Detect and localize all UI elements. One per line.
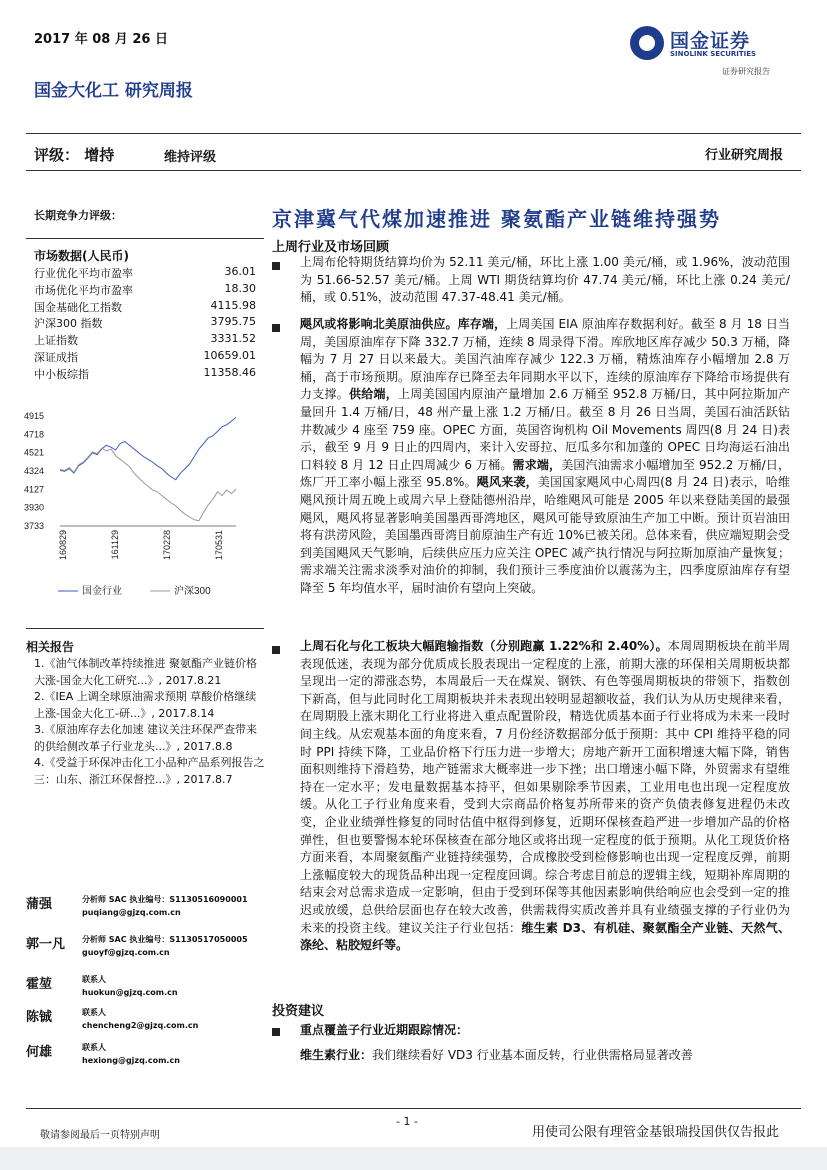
page-number: - 1 - bbox=[396, 1115, 418, 1128]
market-row: 国金基础化工指数 4115.98 bbox=[34, 298, 256, 314]
divider bbox=[26, 628, 264, 629]
headline: 京津冀气代煤加速推进 聚氨酯产业链维持强势 bbox=[272, 207, 721, 231]
x-tick-label: 170531 bbox=[214, 530, 224, 561]
y-tick-label: 4521 bbox=[24, 447, 45, 458]
market-data-title: 市场数据(人民币) bbox=[34, 249, 129, 263]
market-row: 上证指数 3331.52 bbox=[34, 332, 256, 348]
distribution-note: 用使司公限有理管金基银瑞投国供仅告报此 bbox=[531, 1125, 779, 1140]
divider bbox=[26, 133, 801, 134]
disclaimer-note: 敬请参阅最后一页特别声明 bbox=[40, 1130, 160, 1141]
related-report-item[interactable]: 1.《油气体制改革持续推进 聚氨酯产业链价格大涨-国金大化工研究...》, 2017.8.21 bbox=[34, 657, 257, 687]
rating-sub: 维持评级 bbox=[164, 150, 217, 165]
x-tick-label: 170228 bbox=[162, 530, 172, 561]
analyst-entry: 陈铖 联系人 chencheng2@gjzq.com.cn bbox=[26, 1008, 199, 1030]
long-term-rating-label: 长期竞争力评级： bbox=[34, 209, 122, 222]
x-tick-label: 161129 bbox=[110, 530, 120, 560]
y-tick-label: 4718 bbox=[24, 429, 45, 440]
report-date: 2017 年 08 月 26 日 bbox=[34, 32, 168, 47]
report-series-title: 国金大化工 研究周报 bbox=[34, 81, 193, 101]
paragraph-sector: 上周石化与化工板块大幅跑输指数（分别跑赢 1.22%和 2.40%）。本周周期板块在前半周表现低迷，表现为部分优质成长股表现出一定程度的上涨，前期大涨的环保相关周期板块都呈现出一定的滞涨态势，本周最后一天在煤炭、钢铁、有色等强周期板块的带领下，指数创下新高，但与此同时化工周期板块并未表现出较明显超额收益，我们认为从历史规律来看，在周期股上涨末期化工行业将进入重点配置阶段，精选优质基本面子行业将成为未来一段时间主线。从宏观基本面的角度来看，7 月份经济数据部分低于预期：其中 CPI 维持平稳的同时 PPI 持续下降，工业品价格下行压力进一步增大；房地产新开工面积增速大幅下降，销售面积则维持下滑趋势，地产链需求大概率进一步下挫；出口增速小幅下降，外贸需求有望维持在一定水平；发电量数据基本持平，但如果剔除季节因素，工业用电也出现一定程度放缓。从化工子行业角度来看，受到大宗商品价格复苏所带来的资产负债表修复进程仍未改变，企业业绩弹性修复的同时估值中枢得到修复，近期环保核查趋严进一步增加产品的价格弹性，但也要警惕本轮环保核查在部分地区或将出现一定程度的低于预期。从化工现货价格方面来看，本周聚氨酯产业链持续强势，合成橡胶受到检修影响也出现一定程度反弹，前期上涨幅度较大的现货品种出现一定程度回调。综合考虑目前总的逻辑主线，短期补库周期的结束会对总需求造成一定影响，但由于受到环保等其他因素影响供给响应也会受到一定的推迟或放缓，总供给层面也存在较大改善，供需栽得实质改善并具有业绩强支撑的子行业仍为未来的投资主线。建议关注子行业包括：维生素 D3、有机硅、聚氨酯全产业链、天然气、涤纶、粘胶短纤等。 bbox=[300, 639, 790, 953]
logo-sub: 证券研究报告 bbox=[722, 67, 770, 76]
market-row: 深证成指 10659.01 bbox=[34, 348, 256, 364]
market-row: 行业优化平均市盈率 36.01 bbox=[34, 265, 256, 280]
analyst-entry: 蒲强 分析师 SAC 执业编号：S1130516090001 puqiang@gjzq.com.cn bbox=[26, 895, 248, 917]
related-reports-list bbox=[34, 656, 266, 788]
analyst-entry: 霍堃 联系人 huokun@gjzq.com.cn bbox=[26, 975, 178, 997]
market-row: 中小板综指 11358.46 bbox=[34, 365, 256, 381]
rating-label: 评级： 增持 bbox=[34, 146, 115, 164]
y-tick-label: 4915 bbox=[24, 411, 45, 421]
section-title: 投资建议 bbox=[272, 1004, 325, 1019]
bullet-icon bbox=[272, 1028, 280, 1036]
y-tick-label: 4324 bbox=[24, 466, 45, 476]
divider bbox=[26, 238, 264, 239]
paragraph-vitamin: 维生素行业：我们继续看好 VD3 行业基本面反转，行业供需格局显著改善 bbox=[300, 1048, 693, 1062]
legend-label: 沪深300 bbox=[174, 586, 211, 597]
report-type: 行业研究周报 bbox=[704, 148, 783, 163]
y-tick-label: 3930 bbox=[24, 502, 45, 513]
related-report-item[interactable]: 2.《IEA 上调全球原油需求预期 草酸价格继续上涨-国金大化工-研...》, 2017.8.14 bbox=[34, 690, 257, 720]
related-reports-title: 相关报告 bbox=[26, 640, 75, 654]
legend-label: 国金行业 bbox=[82, 586, 122, 597]
bullet-icon bbox=[272, 262, 280, 270]
market-row: 市场优化平均市盈率 18.30 bbox=[34, 281, 256, 297]
divider bbox=[26, 1108, 801, 1109]
analyst-entry: 郭一凡 分析师 SAC 执业编号：S1130517050005 guoyf@gjzq.com.cn bbox=[26, 935, 248, 957]
market-row: 沪深300 指数 3795.75 bbox=[34, 315, 256, 331]
company-logo bbox=[630, 26, 790, 78]
analyst-entry: 何雄 联系人 hexiong@gjzq.com.cn bbox=[26, 1043, 180, 1065]
index-chart bbox=[22, 408, 262, 608]
logo-cn: 国金证券 bbox=[670, 30, 751, 52]
paragraph-supply: 飓风或将影响北美原油供应。库存端，上周美国 EIA 原油库存数据利好。截至 8 月 18 日当周，美国原油库存下降 332.7 万桶，连续 8 周录得下滑。库欣地区库存减少 50.3 万桶，降幅为 7 月 27 日以来最大。美国汽油库存减少 122.3 万桶，精炼油库存小幅增加 2.8 万桶，高于市场预期。原油库存已降至去年同期水平以下，连续的原油库存下降给市场提供有力支撑。供给端，上周美国国内原油产量增加 2.6 万桶至 952.8 万桶/日，其中阿拉斯加产量回升 1.4 万桶/日，48 州产量上涨 1.2 万桶/日。截至 8 月 26 日当周，美国石油活跃钻井数减少 4 座至 759 座。OPEC 方面，英国咨询机构 Oil Movements 周四(8 月 24 日)表示，截至 9 月 9 日止的四周内，来计入安哥拉、厄瓜多尔和加蓬的 OPEC 日均海运石油出口料较 8 月 12 日止四周减少 6 万桶。需求端，美国汽油需求小幅增加至 952.2 万桶/日，炼厂开工率小幅上涨至 95.8%。飓风来袭，美国国家飓风中心周四(8 月 24 日)表示，哈维飓风预计周五晚上或周六早上登陆德州沿岸，哈维飓风可能是 2005 年以来登陆美国的最强飓风，飓风将显著影响美国墨西哥湾地区，飓风可能导致原油生产加工中断。预计页岩油田将有洪涝风险，美国墨西哥湾目前原油生产有近 10%已被关闭。总体来看，供应端短期会受到美国飓风天气影响，后续供应压力应关注 OPEC 减产执行情况与阿拉斯加原油产量恢复；需求端关注需求淡季对油价的抑制，我们预计三季度油价以震荡为主，四季度原油库存有望降至 5 年均值水平，届时油价有望向上突破。 bbox=[300, 317, 791, 595]
series-line-1 bbox=[60, 417, 236, 479]
related-report-item[interactable]: 3.《原油库存去化加速 建议关注环保严查带来的供给侧改革子行业龙头...》, 2017.8.8 bbox=[34, 723, 257, 753]
x-tick-label: 160829 bbox=[58, 530, 68, 561]
subsection-title: 重点覆盖子行业近期跟踪情况： bbox=[300, 1023, 469, 1037]
footer-band bbox=[0, 1147, 827, 1170]
logo-mark-icon bbox=[630, 26, 664, 60]
section-title: 上周行业及市场回顾 bbox=[272, 240, 390, 255]
related-report-item[interactable]: 4.《受益于环保冲击化工小品种产品系列报告之三：山东、浙江环保督控...》, 2017.8.7 bbox=[34, 756, 265, 786]
divider bbox=[26, 170, 801, 171]
market-data-table bbox=[34, 265, 256, 383]
bullet-icon bbox=[272, 324, 280, 332]
paragraph-oil-price: 上周布伦特期货结算均价为 52.11 美元/桶，环比上涨 1.00 美元/桶，或 1.96%，波动范围为 51.66-52.57 美元/桶。上周 WTI 期货结算均价 47.74 美元/桶，环比上涨 0.24 美元/桶，或 0.51%，波动范围 47.37-48.41 美元/桶。 bbox=[300, 255, 790, 305]
y-tick-label: 3733 bbox=[24, 521, 45, 531]
y-tick-label: 4127 bbox=[24, 484, 45, 495]
logo-en: SINOLINK SECURITIES bbox=[670, 50, 757, 58]
bullet-icon bbox=[272, 646, 280, 654]
